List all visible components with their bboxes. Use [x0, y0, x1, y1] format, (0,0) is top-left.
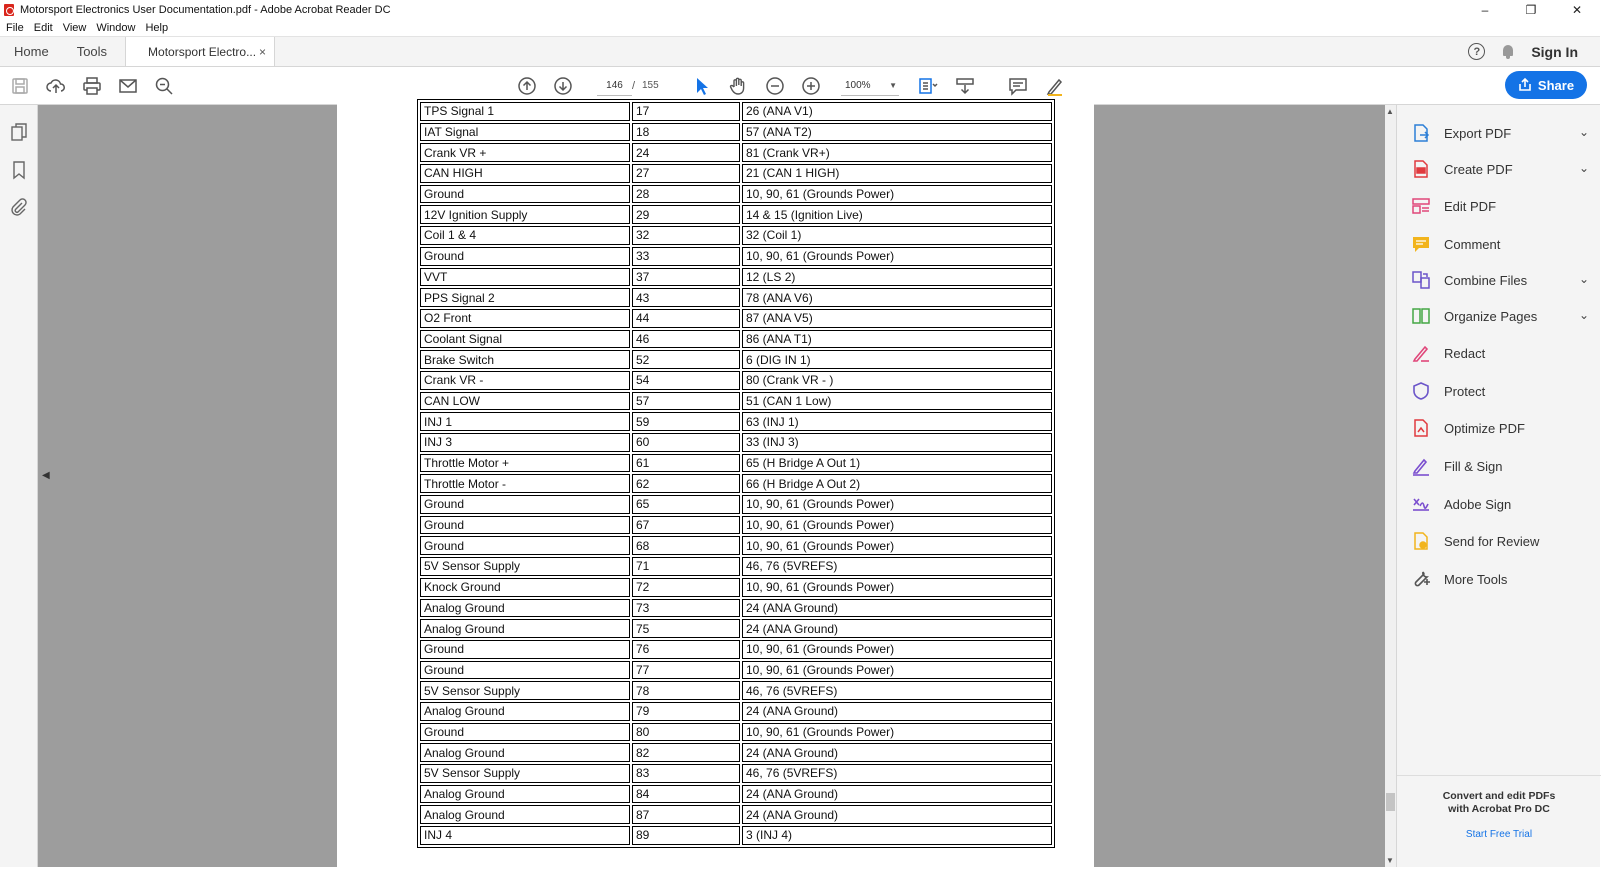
ecu-connection-cell: 24 (ANA Ground): [742, 599, 1052, 618]
pin-function-cell: Coil 1 & 4: [420, 226, 630, 245]
help-icon[interactable]: ?: [1468, 43, 1485, 60]
table-row: [420, 226, 1052, 245]
menu-help[interactable]: Help: [145, 21, 169, 34]
close-window-button[interactable]: ✕: [1571, 3, 1583, 17]
tab-bar: [0, 36, 1600, 67]
tool-adobe-sign[interactable]: [1411, 490, 1597, 518]
table-row: [420, 764, 1052, 783]
document-tab-label: Motorsport Electro...: [148, 44, 257, 59]
vertical-scrollbar[interactable]: [1385, 105, 1396, 867]
table-row: [420, 143, 1052, 162]
table-row: [420, 495, 1052, 514]
table-row: [420, 123, 1052, 142]
tool-label: Export PDF: [1444, 125, 1512, 141]
pin-number-cell: 82: [632, 743, 740, 762]
tool-export-pdf[interactable]: [1411, 119, 1597, 147]
pin-number-cell: 72: [632, 578, 740, 597]
pin-function-cell: INJ 1: [420, 412, 630, 431]
ecu-connection-cell: 80 (Crank VR - ): [742, 371, 1052, 390]
table-row: [420, 578, 1052, 597]
ecu-connection-cell: 10, 90, 61 (Grounds Power): [742, 185, 1052, 204]
tab-tools[interactable]: Tools: [76, 44, 108, 59]
tab-document[interactable]: [125, 37, 275, 66]
ecu-connection-cell: 3 (INJ 4): [742, 826, 1052, 845]
pin-number-cell: 29: [632, 205, 740, 224]
scrollbar-thumb[interactable]: [1386, 793, 1395, 811]
comment-icon[interactable]: [1006, 74, 1030, 98]
tool-optimize-pdf[interactable]: [1411, 414, 1597, 442]
table-row: [420, 805, 1052, 824]
tool-label: Optimize PDF: [1444, 420, 1525, 436]
pin-function-cell: Brake Switch: [420, 350, 630, 369]
previous-page-icon[interactable]: [515, 74, 539, 98]
share-label: Share: [1537, 77, 1575, 93]
ecu-connection-cell: 46, 76 (5VREFS): [742, 557, 1052, 576]
window-controls: [1462, 0, 1600, 20]
pin-number-cell: 79: [632, 702, 740, 721]
redact-icon: [1411, 343, 1431, 363]
pin-function-cell: 5V Sensor Supply: [420, 681, 630, 700]
ecu-connection-cell: 24 (ANA Ground): [742, 743, 1052, 762]
adobe-sign-icon: [1411, 494, 1431, 514]
table-row: [420, 268, 1052, 287]
ecu-connection-cell: 81 (Crank VR+): [742, 143, 1052, 162]
ecu-connection-cell: 78 (ANA V6): [742, 288, 1052, 307]
pin-function-cell: Ground: [420, 640, 630, 659]
chevron-down-icon[interactable]: ⌄: [1578, 161, 1589, 175]
ecu-connection-cell: 86 (ANA T1): [742, 330, 1052, 349]
page-total: 155: [642, 80, 659, 91]
pin-number-cell: 73: [632, 599, 740, 618]
pin-number-cell: 28: [632, 185, 740, 204]
menu-view[interactable]: View: [62, 21, 87, 34]
ecu-connection-cell: 33 (INJ 3): [742, 433, 1052, 452]
tool-send-for-review[interactable]: [1411, 527, 1597, 555]
tool-edit-pdf[interactable]: [1411, 192, 1597, 220]
table-row: [420, 661, 1052, 680]
tool-label: Send for Review: [1444, 533, 1540, 549]
protect-icon: [1411, 381, 1431, 401]
optimize-pdf-icon: [1411, 418, 1431, 438]
pin-number-cell: 76: [632, 640, 740, 659]
pin-function-cell: Analog Ground: [420, 599, 630, 618]
ecu-connection-cell: 10, 90, 61 (Grounds Power): [742, 578, 1052, 597]
next-page-icon[interactable]: [551, 74, 575, 98]
attachments-icon[interactable]: [9, 197, 29, 217]
pin-function-cell: Throttle Motor -: [420, 474, 630, 493]
sign-in-link[interactable]: Sign In: [1531, 43, 1578, 60]
pdf-page: [337, 99, 1094, 879]
send-review-icon: [1411, 531, 1431, 551]
table-row: [420, 454, 1052, 473]
tool-redact[interactable]: [1411, 339, 1597, 367]
restore-button[interactable]: ❐: [1525, 3, 1537, 17]
table-row: [420, 474, 1052, 493]
tool-label: Create PDF: [1444, 161, 1513, 177]
organize-pages-icon: [1411, 306, 1431, 326]
page-separator: /: [632, 80, 636, 92]
pin-function-cell: PPS Signal 2: [420, 288, 630, 307]
pin-number-cell: 17: [632, 102, 740, 121]
table-row: [420, 164, 1052, 183]
pin-number-cell: 54: [632, 371, 740, 390]
zoom-dropdown-icon: ▼: [889, 81, 897, 90]
pin-number-cell: 43: [632, 288, 740, 307]
table-row: [420, 247, 1052, 266]
pin-number-cell: 52: [632, 350, 740, 369]
ecu-connection-cell: 24 (ANA Ground): [742, 805, 1052, 824]
ecu-connection-cell: 87 (ANA V5): [742, 309, 1052, 328]
menu-edit[interactable]: Edit: [33, 21, 53, 34]
combine-files-icon: [1411, 270, 1431, 290]
page-thumbnails-icon[interactable]: [9, 122, 29, 142]
tool-create-pdf[interactable]: [1411, 155, 1597, 183]
share-icon: [1518, 78, 1532, 92]
tool-label: Combine Files: [1444, 272, 1528, 288]
search-icon[interactable]: [152, 74, 176, 98]
ecu-connection-cell: 24 (ANA Ground): [742, 619, 1052, 638]
tab-home[interactable]: Home: [14, 44, 49, 59]
ecu-connection-cell: 10, 90, 61 (Grounds Power): [742, 247, 1052, 266]
table-row: [420, 619, 1052, 638]
pin-function-cell: 5V Sensor Supply: [420, 557, 630, 576]
pin-function-cell: INJ 3: [420, 433, 630, 452]
pin-function-cell: Analog Ground: [420, 743, 630, 762]
tool-label: Organize Pages: [1444, 308, 1538, 324]
start-free-trial-link[interactable]: Start Free Trial: [1465, 829, 1533, 840]
ecu-connection-cell: 66 (H Bridge A Out 2): [742, 474, 1052, 493]
acrobat-app-icon: [4, 4, 14, 16]
tool-comment[interactable]: [1411, 230, 1597, 258]
pin-function-cell: Coolant Signal: [420, 330, 630, 349]
table-row: [420, 185, 1052, 204]
pin-number-cell: 78: [632, 681, 740, 700]
table-row: [420, 330, 1052, 349]
ecu-connection-cell: 46, 76 (5VREFS): [742, 764, 1052, 783]
pin-function-cell: CAN HIGH: [420, 164, 630, 183]
pin-function-cell: VVT: [420, 268, 630, 287]
highlight-pen-icon[interactable]: [1043, 74, 1067, 98]
edit-pdf-icon: [1411, 196, 1431, 216]
ecu-connection-cell: 32 (Coil 1): [742, 226, 1052, 245]
zoom-in-icon[interactable]: [799, 74, 823, 98]
zoom-level-select[interactable]: [841, 76, 899, 96]
pin-function-cell: Ground: [420, 536, 630, 555]
table-row: [420, 785, 1052, 804]
tool-fill-sign[interactable]: [1411, 452, 1597, 480]
promo-line-2: with Acrobat Pro DC: [1448, 803, 1550, 815]
pin-function-cell: Analog Ground: [420, 619, 630, 638]
left-rail: [0, 105, 38, 867]
table-row: [420, 743, 1052, 762]
pin-number-cell: 24: [632, 143, 740, 162]
pin-number-cell: 84: [632, 785, 740, 804]
pin-number-cell: 80: [632, 723, 740, 742]
table-row: [420, 826, 1052, 845]
tool-label: Edit PDF: [1444, 198, 1497, 214]
pin-function-cell: Crank VR +: [420, 143, 630, 162]
tool-label: Fill & Sign: [1444, 458, 1503, 474]
pin-function-cell: Ground: [420, 516, 630, 535]
scroll-down-arrow-icon[interactable]: ▼: [1386, 856, 1394, 865]
table-row: [420, 599, 1052, 618]
tool-more-tools[interactable]: [1411, 565, 1597, 593]
window-title: Motorsport Electronics User Documentation.pdf - Adobe Acrobat Reader DC: [20, 4, 391, 16]
pin-number-cell: 33: [632, 247, 740, 266]
share-button[interactable]: [1505, 71, 1587, 99]
table-row: [420, 702, 1052, 721]
chevron-down-icon[interactable]: ⌄: [1578, 272, 1589, 286]
pin-number-cell: 61: [632, 454, 740, 473]
ecu-connection-cell: 21 (CAN 1 HIGH): [742, 164, 1052, 183]
tool-label: More Tools: [1444, 571, 1508, 587]
pin-function-cell: TPS Signal 1: [420, 102, 630, 121]
close-tab-icon[interactable]: ×: [259, 44, 267, 59]
pin-function-cell: Analog Ground: [420, 805, 630, 824]
pin-function-cell: Analog Ground: [420, 785, 630, 804]
pin-number-cell: 71: [632, 557, 740, 576]
table-row: [420, 557, 1052, 576]
pin-function-cell: 12V Ignition Supply: [420, 205, 630, 224]
export-pdf-icon: [1411, 123, 1431, 143]
ecu-connection-cell: 14 & 15 (Ignition Live): [742, 205, 1052, 224]
pin-function-cell: Crank VR -: [420, 371, 630, 390]
ecu-connection-cell: 57 (ANA T2): [742, 123, 1052, 142]
menu-file[interactable]: File: [6, 21, 24, 34]
table-row: [420, 536, 1052, 555]
hand-tool-icon[interactable]: [726, 74, 750, 98]
pin-function-cell: Ground: [420, 661, 630, 680]
ecu-connection-cell: 51 (CAN 1 Low): [742, 392, 1052, 411]
ecu-connection-cell: 6 (DIG IN 1): [742, 350, 1052, 369]
more-tools-icon: [1411, 569, 1431, 589]
pin-number-cell: 89: [632, 826, 740, 845]
table-row: [420, 433, 1052, 452]
pin-number-cell: 37: [632, 268, 740, 287]
pin-function-cell: Ground: [420, 723, 630, 742]
ecu-connection-cell: 10, 90, 61 (Grounds Power): [742, 661, 1052, 680]
pin-number-cell: 75: [632, 619, 740, 638]
pin-function-cell: Ground: [420, 185, 630, 204]
ecu-connection-cell: 26 (ANA V1): [742, 102, 1052, 121]
table-row: [420, 723, 1052, 742]
ecu-connection-cell: 12 (LS 2): [742, 268, 1052, 287]
pin-number-cell: 62: [632, 474, 740, 493]
pin-function-cell: IAT Signal: [420, 123, 630, 142]
pin-function-cell: Ground: [420, 247, 630, 266]
minimize-button[interactable]: –: [1481, 3, 1489, 17]
pin-function-cell: INJ 4: [420, 826, 630, 845]
table-row: [420, 288, 1052, 307]
tool-label: Protect: [1444, 383, 1486, 399]
menu-bar: [0, 19, 178, 36]
ecu-connection-cell: 65 (H Bridge A Out 1): [742, 454, 1052, 473]
ecu-connection-cell: 63 (INJ 1): [742, 412, 1052, 431]
ecu-connection-cell: 10, 90, 61 (Grounds Power): [742, 536, 1052, 555]
ecu-connection-cell: 10, 90, 61 (Grounds Power): [742, 516, 1052, 535]
chevron-down-icon[interactable]: ⌄: [1578, 125, 1589, 139]
pin-number-cell: 83: [632, 764, 740, 783]
fill-sign-icon: [1411, 456, 1431, 476]
email-icon[interactable]: [116, 74, 140, 98]
tool-label: Redact: [1444, 345, 1486, 361]
scroll-up-arrow-icon[interactable]: ▲: [1386, 107, 1394, 116]
save-icon[interactable]: [8, 74, 32, 98]
zoom-out-icon[interactable]: [763, 74, 787, 98]
pin-number-cell: 59: [632, 412, 740, 431]
tool-combine-files[interactable]: [1411, 266, 1597, 294]
page-fit-icon[interactable]: [916, 74, 940, 98]
collapse-left-panel-icon[interactable]: ◀: [42, 470, 50, 481]
ecu-connection-cell: 10, 90, 61 (Grounds Power): [742, 495, 1052, 514]
table-row: [420, 371, 1052, 390]
tool-label: Adobe Sign: [1444, 496, 1512, 512]
tools-panel: [1396, 105, 1600, 867]
pin-function-cell: Analog Ground: [420, 702, 630, 721]
pin-number-cell: 60: [632, 433, 740, 452]
upload-cloud-icon[interactable]: [44, 74, 68, 98]
create-pdf-icon: [1411, 159, 1431, 179]
promo-line-1: Convert and edit PDFs: [1442, 790, 1556, 802]
pin-number-cell: 44: [632, 309, 740, 328]
title-bar: [0, 0, 1600, 20]
pin-function-cell: Ground: [420, 495, 630, 514]
pin-number-cell: 77: [632, 661, 740, 680]
table-row: [420, 350, 1052, 369]
table-row: [420, 309, 1052, 328]
pin-function-cell: CAN LOW: [420, 392, 630, 411]
pin-function-cell: 5V Sensor Supply: [420, 764, 630, 783]
pin-number-cell: 27: [632, 164, 740, 183]
pin-function-cell: Throttle Motor +: [420, 454, 630, 473]
pin-number-cell: 68: [632, 536, 740, 555]
select-cursor-icon[interactable]: [690, 74, 714, 98]
pin-number-cell: 46: [632, 330, 740, 349]
pin-number-cell: 18: [632, 123, 740, 142]
table-row: [420, 205, 1052, 224]
pin-number-cell: 32: [632, 226, 740, 245]
scroll-mode-icon[interactable]: [953, 74, 977, 98]
table-row: [420, 516, 1052, 535]
notifications-bell-icon[interactable]: [1501, 44, 1515, 60]
tool-organize-pages[interactable]: [1411, 302, 1597, 330]
pinout-table: [417, 99, 1055, 848]
pin-function-cell: Knock Ground: [420, 578, 630, 597]
table-row: [420, 392, 1052, 411]
ecu-connection-cell: 10, 90, 61 (Grounds Power): [742, 723, 1052, 742]
tool-label: Comment: [1444, 236, 1501, 252]
chevron-down-icon[interactable]: ⌄: [1578, 308, 1589, 322]
print-icon[interactable]: [80, 74, 104, 98]
tool-protect[interactable]: [1411, 377, 1597, 405]
menu-window[interactable]: Window: [96, 21, 136, 34]
table-row: [420, 412, 1052, 431]
table-row: [420, 681, 1052, 700]
bookmarks-icon[interactable]: [9, 160, 29, 180]
ecu-connection-cell: 10, 90, 61 (Grounds Power): [742, 640, 1052, 659]
document-viewport[interactable]: [38, 105, 1396, 867]
pin-number-cell: 65: [632, 495, 740, 514]
ecu-connection-cell: 24 (ANA Ground): [742, 702, 1052, 721]
pin-number-cell: 57: [632, 392, 740, 411]
table-row: [420, 640, 1052, 659]
table-row: [420, 102, 1052, 121]
comment-icon: [1411, 234, 1431, 254]
pin-function-cell: O2 Front: [420, 309, 630, 328]
ecu-connection-cell: 46, 76 (5VREFS): [742, 681, 1052, 700]
page-number-input[interactable]: 146: [597, 76, 632, 96]
pin-number-cell: 67: [632, 516, 740, 535]
acrobat-pro-promo: [1397, 775, 1601, 841]
zoom-level-value: 100%: [845, 80, 871, 91]
pin-number-cell: 87: [632, 805, 740, 824]
ecu-connection-cell: 24 (ANA Ground): [742, 785, 1052, 804]
